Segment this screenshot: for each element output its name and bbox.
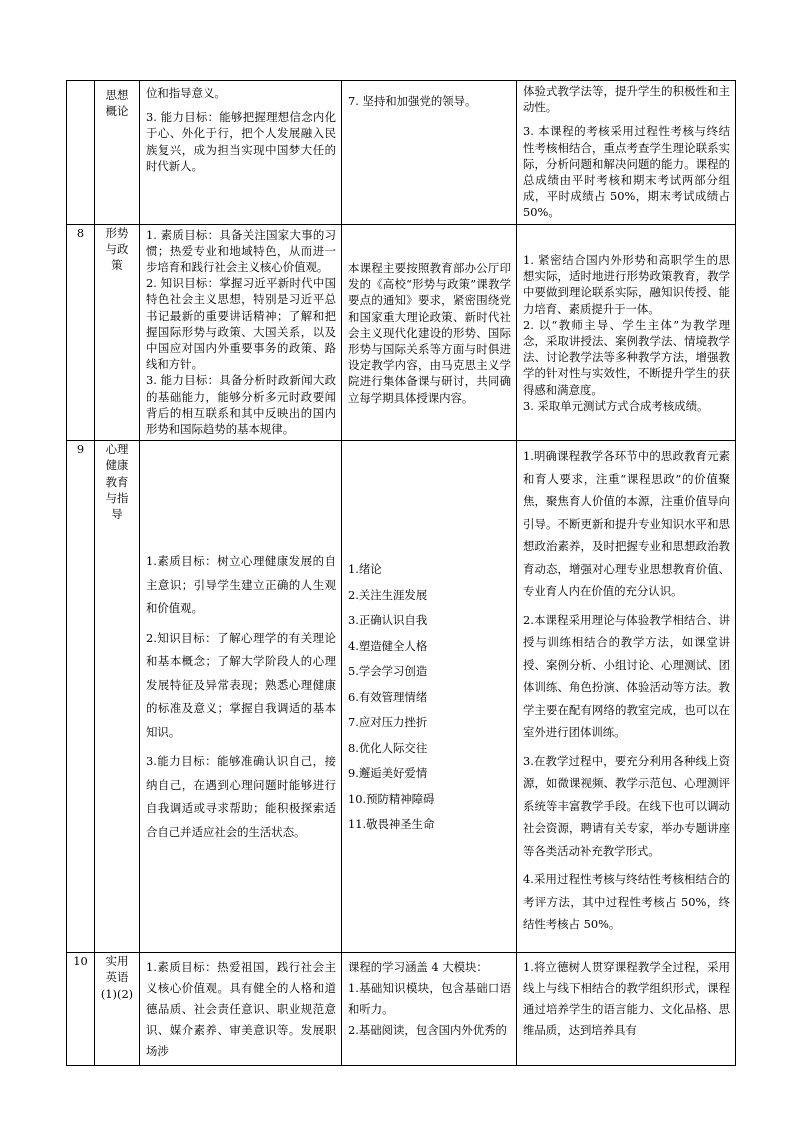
row-number: [67, 81, 95, 225]
table-row-practical-english: [67, 953, 736, 1066]
objective-text: 1.素质目标：树立心理健康发展的自主意识；引导学生建立正确的人生观和价值观。: [146, 554, 336, 616]
list-item: 10.预防精神障碍: [348, 791, 435, 806]
requirement-text: 体验式教学法等，提升学生的积极性和主动性。: [523, 84, 730, 115]
row-number: 9: [67, 441, 95, 953]
list-item: 5.学会学习创造: [348, 664, 428, 679]
requirements-cell: [517, 224, 736, 441]
content-text: 7. 坚持和加强党的领导。: [348, 94, 477, 108]
list-item: 11.敬畏神圣生命: [348, 817, 435, 832]
content-cell: [342, 953, 517, 1066]
objectives-cell: [140, 224, 342, 441]
table-row-mental-health: [67, 441, 736, 953]
course-table: [66, 80, 736, 1066]
objective-text: 2.知识目标：了解心理学的有关理论和基本概念；了解大学阶段人的心理发展特征及异常表现；熟悉心理健康的标准及意义；掌握自我调适的基本知识。: [146, 630, 336, 739]
content-cell: [342, 441, 517, 953]
requirements-cell: [517, 441, 736, 953]
content-text: 课程的学习涵盖 4 大模块：: [348, 960, 488, 975]
course-name: 实用 英语 (1)(2): [95, 953, 140, 1066]
course-name: 心理 健康 教育 与指 导: [95, 441, 140, 953]
course-name: 形势 与政 策: [95, 224, 140, 441]
content-cell: [342, 81, 517, 225]
table-row-ideology: [67, 81, 736, 225]
requirement-text: 1.将立德树人贯穿课程教学全过程，采用线上与线下相结合的教学组织形式，课程通过培养学生的语言能力、文化品格、思维品质，达到培养具有: [523, 960, 730, 1038]
objective-text: 1. 素质目标：具备关注国家大事的习惯；热爱专业和地域特色，从而进一步培育和践行社会主义核心价值观。: [146, 227, 336, 275]
list-item: 3.正确认识自我: [348, 613, 428, 628]
objectives-cell: [140, 441, 342, 953]
requirement-text: 3. 本课程的考核采用过程性考核与终结性考核相结合，重点考查学生理论联系实际，分析问题和解决问题的能力。课程的总成绩由平时考核和期末考试两部分组成，平时成绩占 50%，期末考试成绩占 50%。: [523, 124, 730, 220]
requirement-text: 4.采用过程性考核与终结性考核相结合的考评方法，其中过程性考核占 50%，终结性考核占 50%。: [523, 872, 730, 932]
table-row-situation-policy: [67, 224, 736, 441]
row-number: 8: [67, 224, 95, 441]
requirements-cell: [517, 953, 736, 1066]
list-item: 1.绪论: [348, 562, 382, 577]
objective-text: 3. 能力目标：具备分析时政新闻大政的基础能力，能够分析多元时政要闻背后的相互联系和其中反映出的国内形势和国际趋势的基本规律。: [146, 373, 336, 437]
objective-text: 2. 知识目标：掌握习近平新时代中国特色社会主义思想，特别是习近平总书记最新的重要讲话精神；了解和把握国际形势与政策、大国关系，以及中国应对国内外重要事务的政策、路线和方针。: [146, 276, 336, 372]
objective-text: 位和指导意义。: [146, 86, 226, 100]
course-name: 思想 概论: [95, 81, 140, 225]
requirement-text: 2.本课程采用理论与体验教学相结合、讲授与训练相结合的教学方法，如课堂讲授、案例分析、小组讨论、心理测试、团体训练、角色扮演、体验活动等方法。教学主要在配有网络的教室完成，也可以在室外进行团体训练。: [523, 612, 730, 740]
requirements-cell: [517, 81, 736, 225]
content-text: 2.基础阅读，包含国内外优秀的: [348, 1023, 507, 1038]
objectives-cell: [140, 81, 342, 225]
list-item: 6.有效管理情绪: [348, 689, 428, 704]
content-text: 1.基础知识模块，包含基础口语和听力。: [348, 981, 511, 1017]
list-item: 2.关注生涯发展: [348, 587, 428, 602]
objective-text: 3. 能力目标：能够把握理想信念内化于心、外化于行，把个人发展融入民族复兴，成为担当实现中国梦大任的时代新人。: [146, 110, 336, 173]
list-item: 9.邂逅美好爱情: [348, 766, 428, 781]
objective-text: 3.能力目标：能够准确认识自己，接纳自己，在遇到心理问题时能够进行自我调适或寻求帮助；能积极探索适合自己并适应社会的生活状态。: [146, 754, 336, 839]
requirement-text: 3. 采取单元测试方式合成考核成绩。: [523, 398, 709, 413]
row-number: 10: [67, 953, 95, 1066]
list-item: 4.塑造健全人格: [348, 638, 428, 653]
objectives-cell: [140, 953, 342, 1066]
list-item: 8.优化人际交往: [348, 740, 428, 755]
requirement-text: 3.在教学过程中，要充分利用各种线上资源，如微课视频、教学示范包、心理测评系统等丰富教学手段。在线下也可以调动社会资源，聘请有关专家，举办专题讲座等各类活动补充教学形式。: [523, 753, 730, 858]
requirement-text: 1.明确课程教学各环节中的思政教育元素和育人要求，注重“课程思政”的价值聚焦，聚焦育人价值的本源，注重价值导向引导。不断更新和提升专业知识水平和思想政治素养，及时把握专业和思想政治教育动态，增强对心理专业思想教育价值、专业育人内在价值的充分认识。: [523, 449, 730, 599]
requirement-text: 2. 以“教师主导、学生主体”为教学理念，采取讲授法、案例教学法、情境教学法、讨论教学法等多种教学方法，增强教学的针对性与实效性，不断提升学生的获得感和满意度。: [523, 317, 730, 397]
content-text: 本课程主要按照教育部办公厅印发的《高校“形势与政策”课教学要点的通知》要求，紧密围绕党和国家重大理论政策、新时代社会主义现代化建设的形势、国际形势与国际关系等方面与时俱进设定教学内容，由马克思主义学院进行集体备课与研讨，共同确立每学期具体授课内容。: [348, 261, 511, 405]
content-cell: [342, 224, 517, 441]
requirement-text: 1. 紧密结合国内外形势和高职学生的思想实际，适时地进行形势政策教育，教学中要做到理论联系实际，融知识传授、能力培育、素质提升于一体。: [523, 252, 730, 316]
objective-text: 1.素质目标：热爱祖国，践行社会主义核心价值观。具有健全的人格和道德品质、社会责任意识、职业规范意识、媒介素养、审美意识等。发展职场涉: [146, 960, 336, 1059]
list-item: 7.应对压力挫折: [348, 715, 428, 730]
